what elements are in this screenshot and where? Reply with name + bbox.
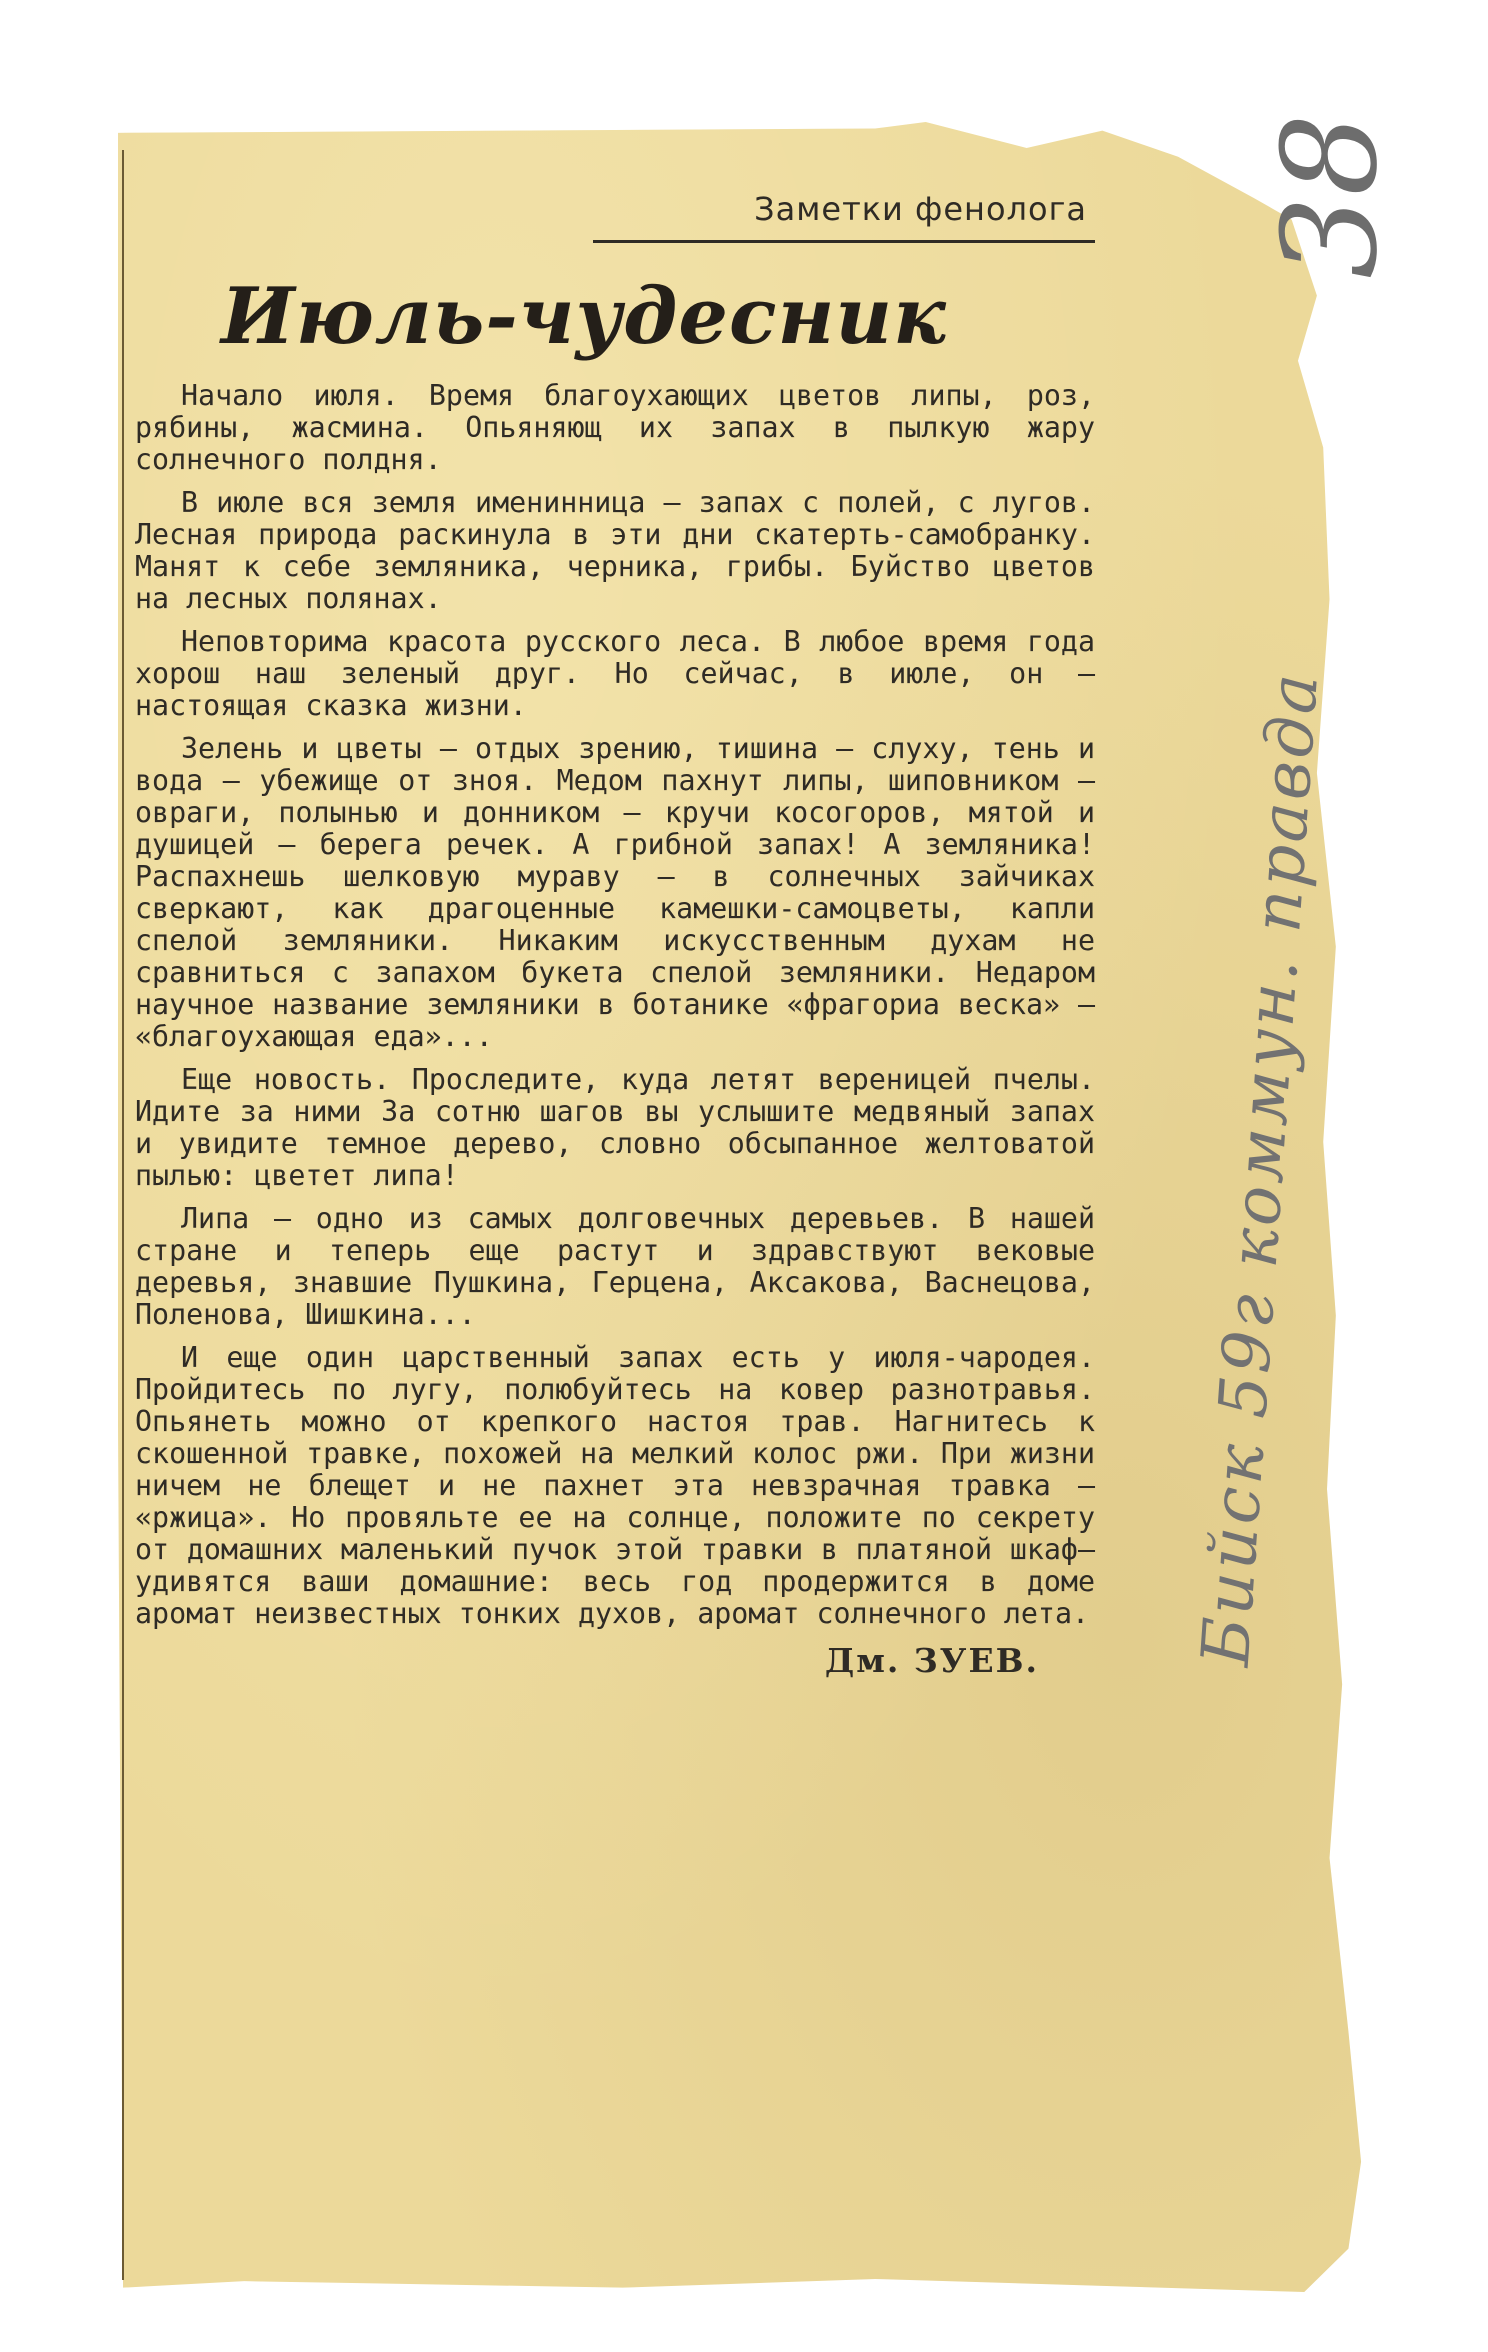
- article: [135, 140, 1095, 1680]
- paragraph: В июле вся земля именинница — запах с полей, с лугов. Лесная природа раскинула в эти дни скатерть-самобранку. Манят к себе земляника, черника, грибы. Буйство цветов на лесных полянах.: [135, 486, 1095, 615]
- author-signature: Дм. ЗУЕВ.: [824, 1641, 1039, 1680]
- headline: Июль-чудесник: [221, 271, 947, 362]
- paragraph: Зелень и цветы — отдых зрению, тишина — слуху, тень и вода — убежище от зноя. Медом пахнут липы, шиповником — овраги, полынью и донником — кручи косогоров, мятой и душицей — берега речек. А грибной запах! А земляника! Распахнешь шелковую мураву — в солнечных зайчиках сверкают, как драгоценные камешки-самоцветы, капли спелой земляники. Никаким искусственным духам не сравниться с запахом букета спелой земляники. Недаром научное название земляники в ботанике «фрагориа веска» — «благоухающая еда»...: [135, 732, 1095, 1053]
- column-rule: [122, 150, 124, 2280]
- handwritten-margin-note: Бийск 59г коммун. правда: [1186, 668, 1334, 1669]
- handwritten-page-number: 38: [1254, 113, 1406, 279]
- paragraph: Неповторима красота русского леса. В любое время года хорош наш зеленый друг. Но сейчас, в июле, он — настоящая сказка жизни.: [135, 625, 1095, 722]
- paragraph: Еще новость. Проследите, куда летят вереницей пчелы. Идите за ними За сотню шагов вы услышите медвяный запах и увидите темное дерево, словно обсыпанное желтоватой пылью: цветет липа!: [135, 1063, 1095, 1192]
- paragraph: Липа — одно из самых долговечных деревьев. В нашей стране и теперь еще растут и здравствуют вековые деревья, знавшие Пушкина, Герцена, Аксакова, Васнецова, Поленова, Шишкина...: [135, 1202, 1095, 1331]
- article-body: [135, 380, 1095, 1630]
- paragraph: И еще один царственный запах есть у июля-чародея. Пройдитесь по лугу, полюбуйтесь на ковер разнотравья. Опьянеть можно от крепкого настоя трав. Нагнитесь к скошенной травке, похожей на мелкий колос ржи. При жизни ничем не блещет и не пахнет эта невзрачная травка — «ржица». Но провяльте ее на солнце, положите по секрету от домашних маленький пучок этой травки в платяной шкаф—удивятся ваши домашние: весь год продержится в доме аромат неизвестных тонких духов, аромат солнечного лета.: [135, 1341, 1095, 1630]
- paragraph: Начало июля. Время благоухающих цветов липы, роз, рябины, жасмина. Опьяняющ их запах в пылкую жару солнечного полдня.: [135, 379, 1095, 476]
- rubric: Заметки фенолога: [593, 190, 1095, 243]
